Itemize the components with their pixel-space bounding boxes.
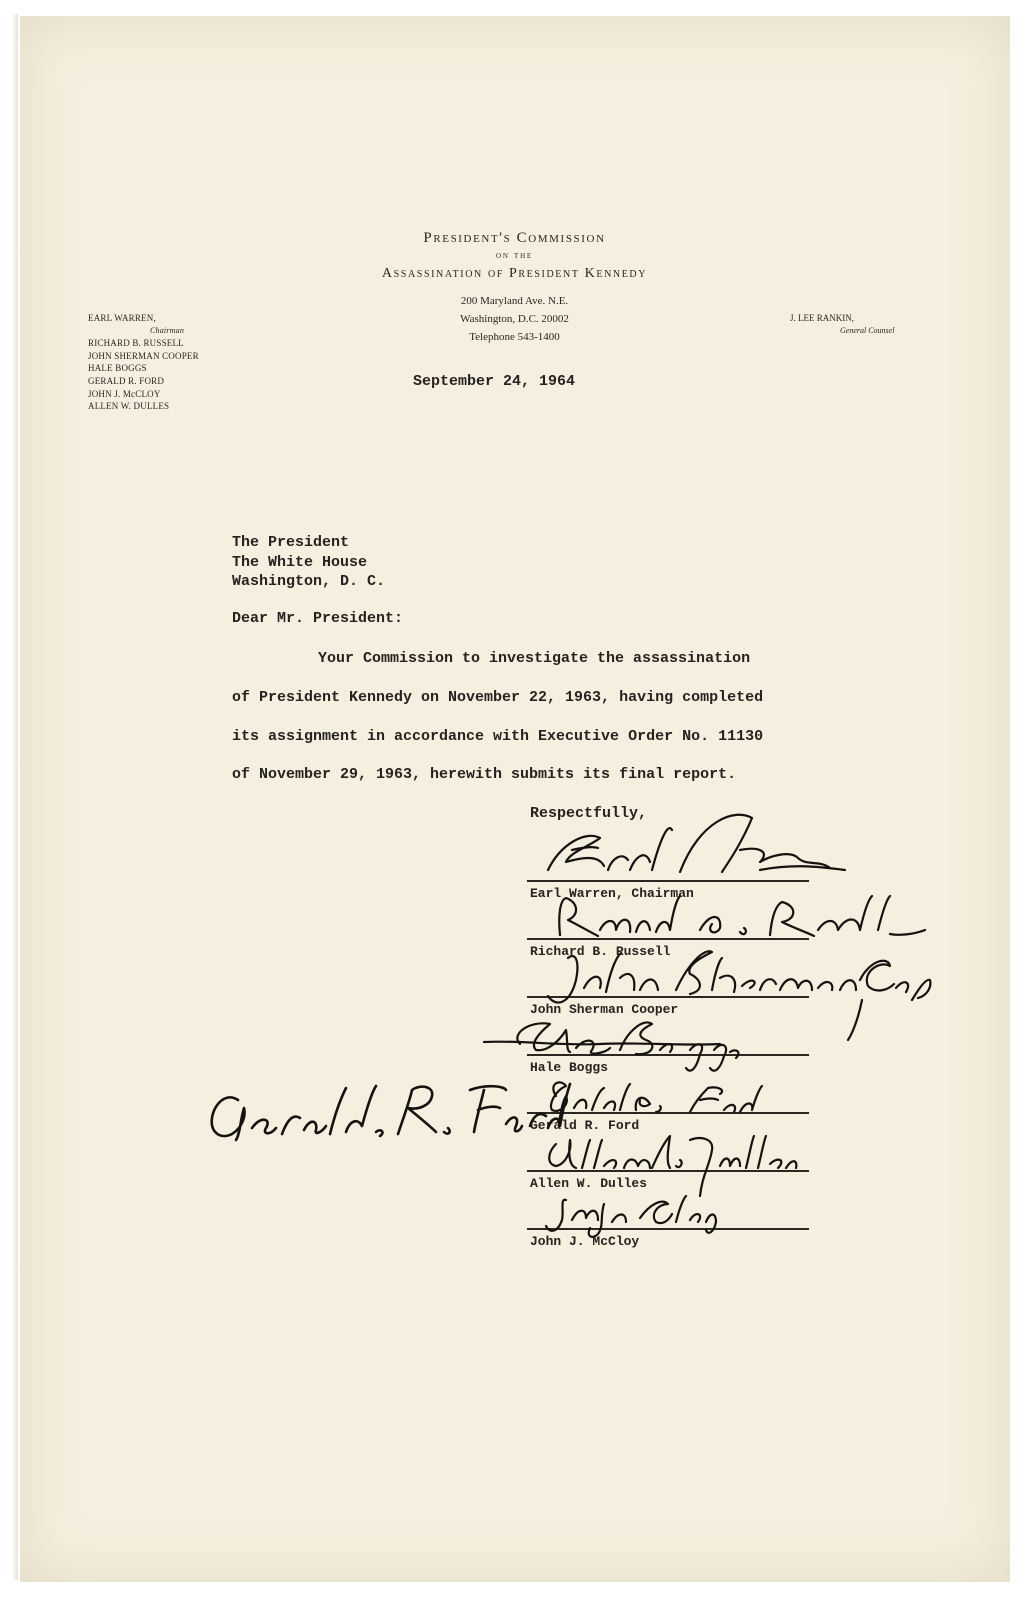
counsel-role: General Counsel: [840, 325, 895, 335]
letterhead-on-the: on the: [495, 250, 534, 261]
member-name: GERALD R. FORD: [88, 375, 165, 386]
letterhead-subtitle: Assassination of President Kennedy: [381, 266, 648, 281]
counsel-name: J. LEE RANKIN,: [790, 313, 854, 323]
signatory-name: Allen W. Dulles: [530, 1176, 648, 1191]
signatory-name: John Sherman Cooper: [530, 1002, 679, 1017]
signatory-name: Gerald R. Ford: [530, 1118, 640, 1133]
member-name: ALLEN W. DULLES: [88, 401, 170, 412]
signature-allen-dulles: [549, 1136, 796, 1196]
member-name: RICHARD B. RUSSELL: [88, 338, 184, 349]
recipient-line: The President: [232, 534, 350, 551]
letter-date: September 24, 1964: [413, 373, 576, 390]
signatory-name: Hale Boggs: [530, 1060, 609, 1075]
letterhead-address-line2: Washington, D.C. 20002: [460, 313, 569, 325]
signature-gerald-ford-large: [212, 1084, 570, 1140]
recipient-line: Washington, D. C.: [232, 573, 386, 590]
signature-earl-warren: [548, 815, 845, 872]
letterhead-telephone: Telephone 543-1400: [469, 331, 560, 343]
signature-john-mccloy: [546, 1196, 716, 1237]
body-line: of President Kennedy on November 22, 1963, having completed: [232, 689, 764, 706]
closing: Respectfully,: [530, 805, 648, 822]
body-line: of November 29, 1963, herewith submits its final report.: [232, 766, 737, 783]
signature-gerald-ford-small: [551, 1082, 762, 1122]
member-chairman-name: EARL WARREN,: [88, 313, 156, 323]
salutation: Dear Mr. President:: [232, 610, 404, 627]
member-chairman-role: Chairman: [150, 325, 185, 335]
body-line: its assignment in accordance with Executive Order No. 11130: [232, 728, 764, 745]
letterhead-title: President's Commission: [423, 230, 606, 246]
signature-hale-boggs: [484, 1022, 738, 1070]
signature-richard-russell: [559, 896, 925, 936]
signatory-name: Richard B. Russell: [530, 944, 671, 959]
signatory-name: Earl Warren, Chairman: [530, 886, 694, 901]
letterhead-address-line1: 200 Maryland Ave. N.E.: [460, 295, 569, 307]
recipient-line: The White House: [232, 553, 368, 571]
member-name: JOHN SHERMAN COOPER: [88, 350, 199, 361]
signature-john-cooper: [548, 951, 930, 1040]
member-name: JOHN J. McCLOY: [88, 388, 161, 399]
body-line: Your Commission to investigate the assassination: [318, 650, 751, 667]
signatory-name: John J. McCloy: [530, 1234, 640, 1249]
member-name: HALE BOGGS: [88, 363, 147, 374]
